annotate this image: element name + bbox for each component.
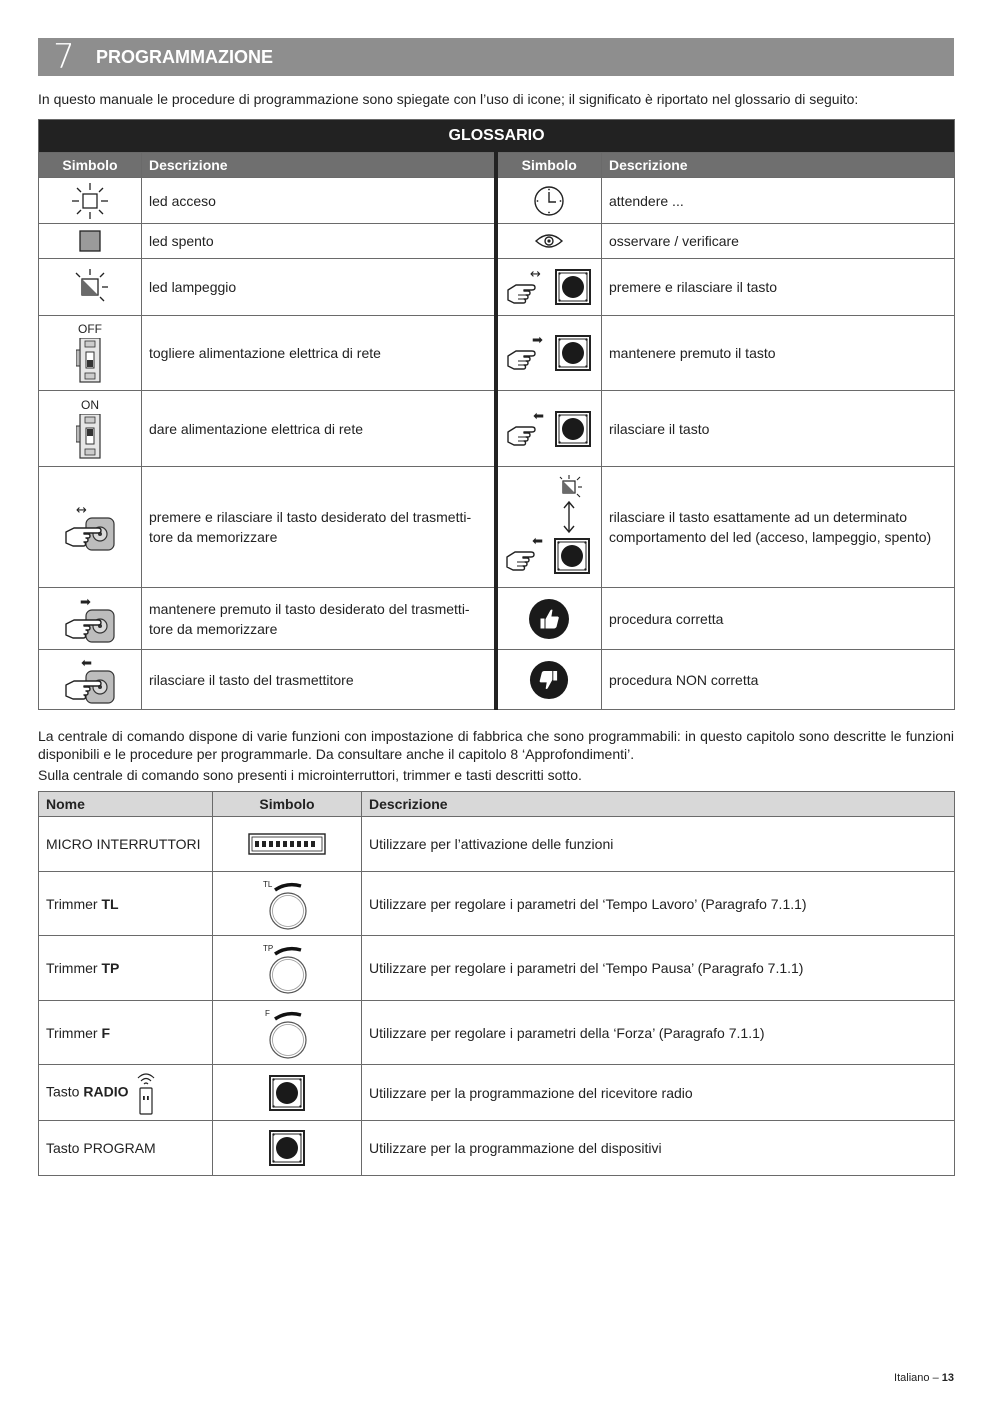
transmitter-release-icon: [39, 650, 142, 710]
glossary-desc: attendere ...: [602, 178, 955, 224]
functions-col-description: Descrizione: [362, 792, 955, 817]
glossary-desc: rilasciare il tasto esattamente ad un determinato comportamento del led (acceso, lampeggio, spento): [602, 467, 955, 588]
table-row: [39, 872, 955, 936]
led-on-icon: [39, 178, 142, 224]
svg-text:➡: ➡: [81, 655, 92, 671]
trimmer-icon: [213, 1001, 362, 1065]
table-row: [39, 1001, 955, 1065]
glossary-desc: led lampeggio: [142, 259, 496, 316]
functions-col-symbol: Simbolo: [213, 792, 362, 817]
glossary-desc: dare alimentazione elettrica di rete: [142, 391, 496, 467]
led-blink-icon: [39, 259, 142, 316]
breaker-on-icon: [39, 391, 142, 467]
function-name: Trimmer TP: [39, 936, 213, 1001]
breaker-off-label: OFF: [78, 322, 102, 336]
functions-table: [38, 791, 955, 1176]
function-desc: Utilizzare per regolare i parametri del ‘Tempo Lavoro’ (Paragrafo 7.1.1): [362, 872, 955, 936]
clock-icon: [496, 178, 602, 224]
radio-remote-icon: [134, 1070, 158, 1116]
glossary-row: [39, 391, 955, 467]
button-press-release-icon: [496, 259, 602, 316]
svg-text:F: F: [265, 1008, 270, 1018]
dip-switch-icon: [213, 817, 362, 872]
button-hold-icon: [496, 316, 602, 391]
section-number: 7: [53, 37, 75, 77]
table-row: [39, 817, 955, 872]
glossary-row: [39, 467, 955, 588]
glossary-col-description-right: Descrizione: [602, 153, 955, 178]
glossary-row: [39, 316, 955, 391]
glossary-table: [38, 119, 955, 710]
glossary-desc: rilasciare il tasto del trasmettitore: [142, 650, 496, 710]
function-desc: Utilizzare per la programmazione del dispositivi: [362, 1121, 955, 1176]
breaker-on-label: ON: [81, 397, 99, 412]
table-row: [39, 936, 955, 1001]
transmitter-hold-icon: [39, 588, 142, 650]
function-name: Tasto RADIO: [39, 1065, 213, 1121]
function-desc: Utilizzare per regolare i parametri del ‘Tempo Pausa’ (Paragrafo 7.1.1): [362, 936, 955, 1001]
svg-text:➡: ➡: [532, 534, 544, 549]
svg-text:TP: TP: [263, 944, 274, 953]
table-row: [39, 1121, 955, 1176]
glossary-desc: procedura NON corretta: [602, 650, 955, 710]
glossary-desc: mantenere premuto il tasto: [602, 316, 955, 391]
paragraph-components: Sulla centrale di comando sono presenti i microinterruttori, trimmer e tasti descritti sotto.: [38, 767, 582, 783]
trimmer-icon: [213, 936, 362, 1001]
glossary-row: [39, 650, 955, 710]
glossary-desc: procedura corretta: [602, 588, 955, 650]
functions-col-name: Nome: [39, 792, 213, 817]
glossary-row: [39, 178, 955, 224]
glossary-desc: rilasciare il tasto: [602, 391, 955, 467]
glossary-col-symbol-left: Simbolo: [39, 153, 142, 178]
glossary-col-description-left: Descrizione: [142, 153, 496, 178]
svg-text:➡: ➡: [532, 333, 544, 348]
section-title: PROGRAMMAZIONE: [96, 46, 273, 67]
glossary-desc: togliere alimentazione elettrica di rete: [142, 316, 496, 391]
glossary-col-symbol-right: Simbolo: [496, 153, 602, 178]
transmitter-press-release-icon: [39, 467, 142, 588]
glossary-desc: premere e rilasciare il tasto desiderato del trasmetti-tore da memorizzare: [142, 467, 496, 588]
svg-text:↔: ↔: [76, 503, 87, 518]
glossary-desc: osservare / verificare: [602, 224, 955, 259]
svg-text:TL: TL: [263, 879, 273, 889]
function-name: Tasto PROGRAM: [39, 1121, 213, 1176]
trimmer-icon: [213, 872, 362, 936]
function-name: Trimmer TL: [39, 872, 213, 936]
paragraph-functions: La centrale di comando dispone di varie funzioni con impostazione di fabbrica che sono programmabili: in questo capitolo sono descritte le funzioni disponibili e le procedure per programmarle. Da consultare anche il capitolo 8 ‘Approfondimenti’.: [38, 728, 954, 762]
function-desc: Utilizzare per l’attivazione delle funzioni: [362, 817, 955, 872]
eye-icon: [496, 224, 602, 259]
push-button-icon: [213, 1065, 362, 1121]
button-release-icon: [496, 391, 602, 467]
function-name: Trimmer F: [39, 1001, 213, 1065]
glossary-row: [39, 259, 955, 316]
table-row: [39, 1065, 955, 1121]
glossary-desc: led spento: [142, 224, 496, 259]
intro-text: In questo manuale le procedure di programmazione sono spiegate con l’uso di icone; il significato è riportato nel glossario di seguito:: [38, 91, 859, 107]
svg-text:➡: ➡: [533, 408, 545, 424]
svg-text:↔: ↔: [530, 267, 542, 282]
glossary-desc: mantenere premuto il tasto desiderato del trasmetti-tore da memorizzare: [142, 588, 496, 650]
glossary-title: GLOSSARIO: [39, 120, 955, 153]
page-footer: Italiano – 13: [894, 1372, 954, 1384]
function-name: MICRO INTERRUTTORI: [39, 817, 213, 872]
glossary-desc: premere e rilasciare il tasto: [602, 259, 955, 316]
breaker-off-icon: [39, 316, 142, 391]
thumb-up-icon: [496, 588, 602, 650]
led-off-icon: [39, 224, 142, 259]
function-desc: Utilizzare per la programmazione del ricevitore radio: [362, 1065, 955, 1121]
page-number: 13: [941, 1372, 954, 1384]
button-release-led-icon: [496, 467, 602, 588]
thumb-down-icon: [496, 650, 602, 710]
push-button-icon: [213, 1121, 362, 1176]
glossary-desc: led acceso: [142, 178, 496, 224]
glossary-row: [39, 588, 955, 650]
section-header: [38, 38, 954, 76]
svg-text:➡: ➡: [80, 594, 91, 610]
function-desc: Utilizzare per regolare i parametri della ‘Forza’ (Paragrafo 7.1.1): [362, 1001, 955, 1065]
glossary-row: [39, 224, 955, 259]
